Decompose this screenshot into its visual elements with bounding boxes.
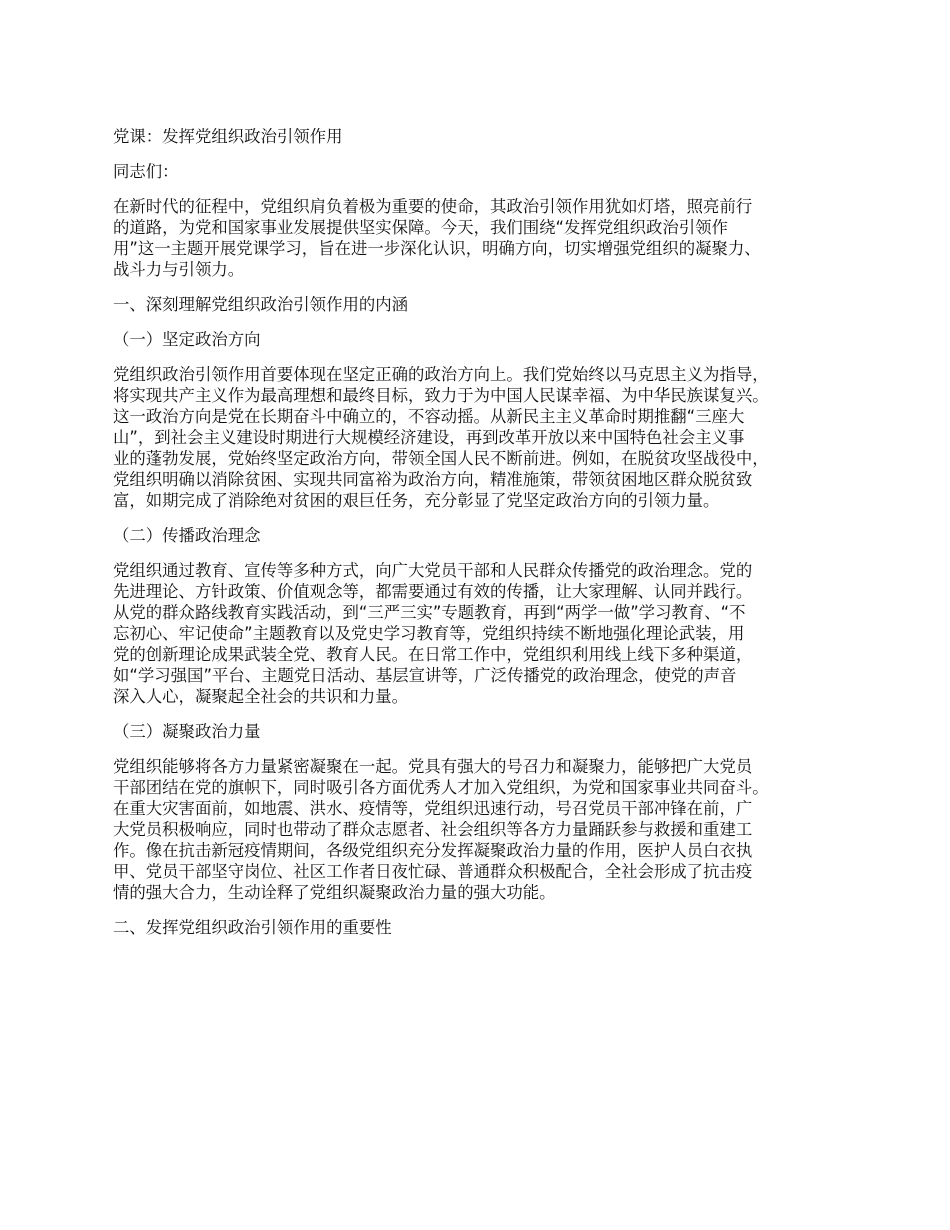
intro-paragraph: [113, 196, 863, 280]
paragraph-line: 山”，到社会主义建设时期进行大规模经济建设，再到改革开放以来中国特色社会主义事: [113, 428, 745, 447]
paragraph-line: 党组织通过教育、宣传等多种方式，向广大党员干部和人民群众传播党的政治理念。党的: [113, 561, 753, 580]
paragraph-line: 用”这一主题开展党课学习，旨在进一步深化认识，明确方向，切实增强党组织的凝聚力、: [113, 239, 761, 258]
paragraph-line: 党的创新理论成果武装全党、教育人民。在日常工作中，党组织利用线上线下多种渠道，: [113, 645, 753, 664]
document-title: [113, 126, 863, 147]
paragraph-line: 情的强大合力，生动诠释了党组织凝聚政治力量的强大功能。: [113, 883, 556, 902]
heading-text: 一、深刻理解党组织政治引领作用的内涵: [113, 295, 409, 314]
paragraph-line: 如“学习强国”平台、主题党日活动、基层宣讲等，广泛传播党的政治理念，使党的声音: [113, 666, 737, 685]
paragraph-line: 甲、党员干部坚守岗位、社区工作者日夜忙碌、普通群众积极配合，全社会形成了抗击疫: [113, 862, 753, 881]
heading-text: （一）坚定政治方向: [113, 330, 261, 349]
subsection-3-paragraph: [113, 756, 863, 903]
paragraph-line: 在重大灾害面前，如地震、洪水、疫情等，党组织迅速行动，号召党员干部冲锋在前，广: [113, 799, 753, 818]
section-2-heading: [113, 917, 863, 938]
subsection-1-paragraph: [113, 364, 863, 511]
title-text: 党课：发挥党组织政治引领作用: [113, 127, 343, 146]
paragraph-line: 深入人心，凝聚起全社会的共识和力量。: [113, 687, 409, 706]
section-1-heading: [113, 294, 863, 315]
paragraph-line: 党组织明确以消除贫困、实现共同富裕为政治方向，精准施策，带领贫困地区群众脱贫致: [113, 470, 753, 489]
heading-text: 二、发挥党组织政治引领作用的重要性: [113, 918, 392, 937]
paragraph-line: 将实现共产主义作为最高理想和最终目标，致力于为中国人民谋幸福、为中华民族谋复兴。: [113, 386, 769, 405]
paragraph-line: 党组织政治引领作用首要体现在坚定正确的政治方向上。我们党始终以马克思主义为指导，: [113, 365, 769, 384]
subsection-3-heading: [113, 721, 863, 742]
paragraph-line: 忘初心、牢记使命”主题教育以及党史学习教育等，党组织持续不断地强化理论武装，用: [113, 624, 745, 643]
paragraph-line: 党组织能够将各方力量紧密凝聚在一起。党具有强大的号召力和凝聚力，能够把广大党员: [113, 757, 753, 776]
greeting-text: 同志们：: [113, 162, 179, 181]
paragraph-line: 干部团结在党的旗帜下，同时吸引各方面优秀人才加入党组织，为党和国家事业共同奋斗。: [113, 778, 769, 797]
paragraph-line: 富，如期完成了消除绝对贫困的艰巨任务，充分彰显了党坚定政治方向的引领力量。: [113, 491, 720, 510]
subsection-2-heading: [113, 525, 863, 546]
heading-text: （二）传播政治理念: [113, 526, 261, 545]
greeting: [113, 161, 863, 182]
paragraph-line: 战斗力与引领力。: [113, 260, 245, 279]
paragraph-line: 的道路，为党和国家事业发展提供坚实保障。今天，我们围绕“发挥党组织政治引领作: [113, 218, 728, 237]
paragraph-line: 在新时代的征程中，党组织肩负着极为重要的使命，其政治引领作用犹如灯塔，照亮前行: [113, 197, 753, 216]
heading-text: （三）凝聚政治力量: [113, 722, 261, 741]
subsection-1-heading: [113, 329, 863, 350]
paragraph-line: 从党的群众路线教育实践活动，到“三严三实”专题教育，再到“两学一做”学习教育、“不: [113, 603, 746, 622]
paragraph-line: 大党员积极响应，同时也带动了群众志愿者、社会组织等各方力量踊跃参与救援和重建工: [113, 820, 753, 839]
paragraph-line: 作。像在抗击新冠疫情期间，各级党组织充分发挥凝聚政治力量的作用，医护人员白衣执: [113, 841, 753, 860]
paragraph-line: 这一政治方向是党在长期奋斗中确立的，不容动摇。从新民主主义革命时期推翻“三座大: [113, 407, 745, 426]
paragraph-line: 先进理论、方针政策、价值观念等，都需要通过有效的传播，让大家理解、认同并践行。: [113, 582, 753, 601]
document-page: [113, 126, 863, 952]
subsection-2-paragraph: [113, 560, 863, 707]
paragraph-line: 业的蓬勃发展，党始终坚定政治方向，带领全国人民不断前进。例如，在脱贫攻坚战役中，: [113, 449, 769, 468]
